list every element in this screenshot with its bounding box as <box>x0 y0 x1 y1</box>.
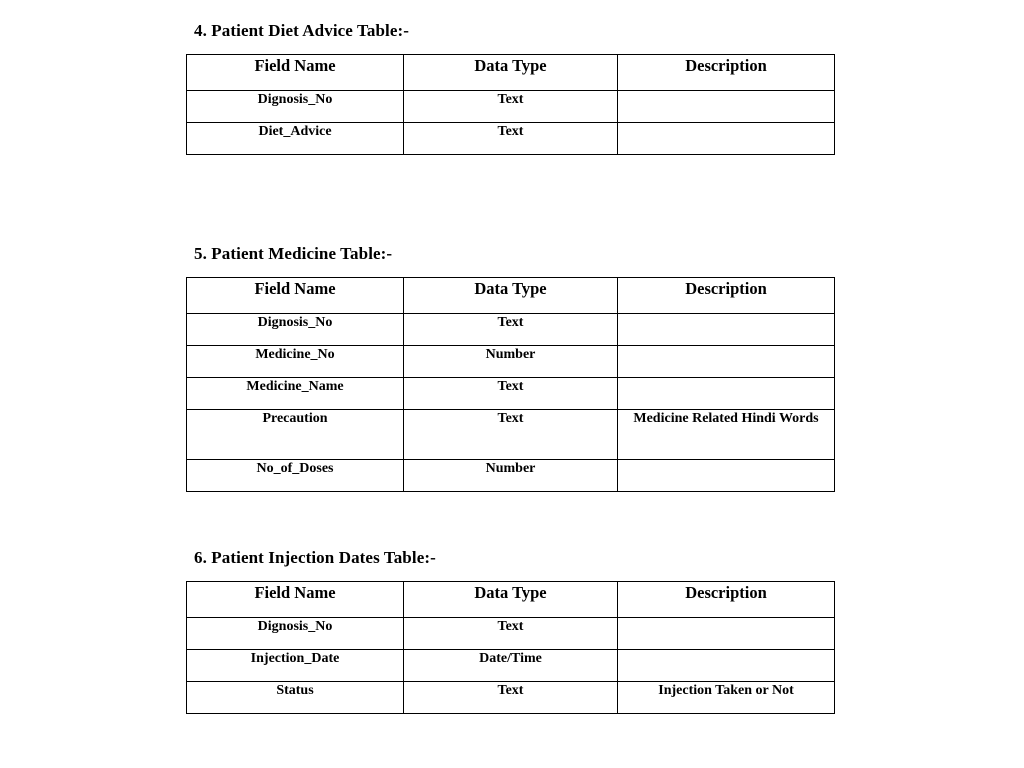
data-type-cell: Number <box>404 460 618 492</box>
header-data-type: Data Type <box>404 55 618 91</box>
medicine-table <box>186 277 835 492</box>
field-name-cell: Dignosis_No <box>187 314 404 346</box>
header-description: Description <box>618 582 835 618</box>
data-type-cell: Number <box>404 346 618 378</box>
header-description: Description <box>618 55 835 91</box>
data-type-cell: Text <box>404 314 618 346</box>
description-cell: Medicine Related Hindi Words <box>618 410 835 460</box>
header-data-type: Data Type <box>404 278 618 314</box>
description-cell <box>618 91 835 123</box>
table-row <box>187 682 835 714</box>
data-type-cell: Text <box>404 682 618 714</box>
table-header-row <box>187 55 835 91</box>
table-row <box>187 618 835 650</box>
description-cell <box>618 346 835 378</box>
field-name-cell: Dignosis_No <box>187 618 404 650</box>
table-row <box>187 123 835 155</box>
description-cell <box>618 123 835 155</box>
field-name-cell: No_of_Doses <box>187 460 404 492</box>
description-cell <box>618 314 835 346</box>
field-name-cell: Status <box>187 682 404 714</box>
field-name-cell: Diet_Advice <box>187 123 404 155</box>
diet-advice-table <box>186 54 835 155</box>
description-cell <box>618 460 835 492</box>
table-row <box>187 650 835 682</box>
table-header-row <box>187 582 835 618</box>
data-type-cell: Text <box>404 618 618 650</box>
data-type-cell: Text <box>404 378 618 410</box>
header-data-type: Data Type <box>404 582 618 618</box>
header-field-name: Field Name <box>187 582 404 618</box>
data-type-cell: Text <box>404 410 618 460</box>
table-header-row <box>187 278 835 314</box>
description-cell <box>618 378 835 410</box>
injection-dates-table <box>186 581 835 714</box>
description-cell <box>618 618 835 650</box>
injection-dates-table-title: 6. Patient Injection Dates Table:- <box>194 548 436 567</box>
field-name-cell: Medicine_No <box>187 346 404 378</box>
description-cell: Injection Taken or Not <box>618 682 835 714</box>
table-row <box>187 91 835 123</box>
table-row <box>187 378 835 410</box>
table-row <box>187 460 835 492</box>
field-name-cell: Dignosis_No <box>187 91 404 123</box>
data-type-cell: Text <box>404 91 618 123</box>
header-description: Description <box>618 278 835 314</box>
field-name-cell: Medicine_Name <box>187 378 404 410</box>
data-type-cell: Date/Time <box>404 650 618 682</box>
diet-advice-table-title: 4. Patient Diet Advice Table:- <box>194 21 410 40</box>
description-cell <box>618 650 835 682</box>
header-field-name: Field Name <box>187 55 404 91</box>
field-name-cell: Precaution <box>187 410 404 460</box>
field-name-cell: Injection_Date <box>187 650 404 682</box>
table-row <box>187 346 835 378</box>
header-field-name: Field Name <box>187 278 404 314</box>
medicine-table-title: 5. Patient Medicine Table:- <box>194 244 393 263</box>
data-type-cell: Text <box>404 123 618 155</box>
table-row <box>187 410 835 460</box>
table-row <box>187 314 835 346</box>
